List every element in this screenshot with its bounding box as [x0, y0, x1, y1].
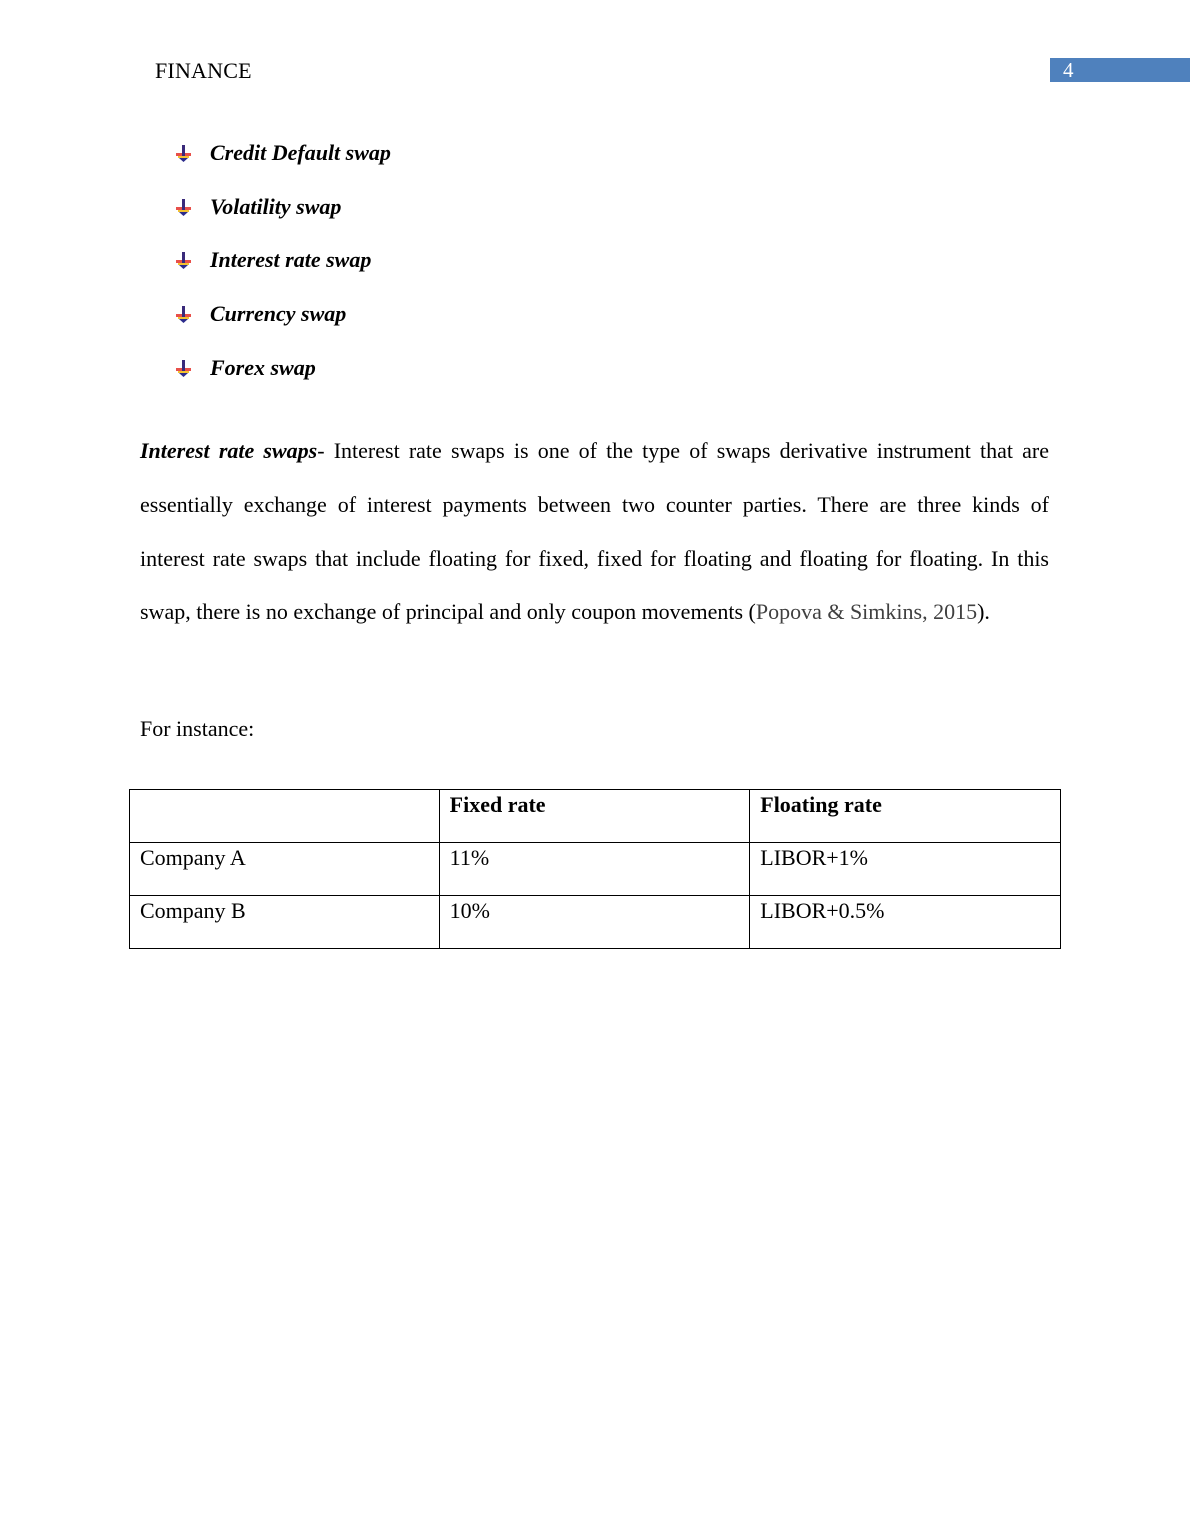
paragraph-body: - Interest rate swaps is one of the type of swaps derivative instrument that are essentially exchange of interest payments between two counter parties. There are three kinds of interest rate swaps that include floating for fixed, fixed for floating and floating for floating. In this swap, there is no exchange of principal and only coupon movements (	[140, 438, 1049, 625]
for-instance-text: For instance:	[140, 716, 255, 741]
table-cell: LIBOR+1%	[750, 843, 1061, 896]
cross-arrow-bullet-icon	[174, 198, 193, 217]
paragraph-lead-term: Interest rate swaps	[140, 438, 318, 463]
table-cell: Company B	[130, 896, 440, 949]
swap-types-list	[174, 136, 391, 404]
page-number: 4	[1063, 58, 1074, 82]
swap-rates-table	[129, 789, 1061, 949]
list-item-label: Forex swap	[210, 354, 316, 380]
table-header-cell: Floating rate	[750, 790, 1061, 843]
list-item-label: Credit Default swap	[210, 140, 391, 165]
page-number-bar	[1050, 58, 1190, 82]
cross-arrow-bullet-icon	[174, 251, 193, 270]
list-item	[174, 351, 391, 405]
list-item-label: Interest rate swap	[210, 247, 372, 273]
table-header-cell: Fixed rate	[439, 790, 750, 843]
interest-rate-swaps-paragraph	[140, 424, 1049, 639]
list-item	[174, 190, 391, 244]
table-cell: LIBOR+0.5%	[750, 896, 1061, 949]
citation: Popova & Simkins, 2015	[755, 599, 978, 625]
cross-arrow-bullet-icon	[174, 305, 193, 324]
list-item	[174, 136, 391, 190]
table-cell: 11%	[439, 843, 750, 896]
running-header-title: FINANCE	[155, 58, 252, 83]
table-row	[130, 843, 1061, 896]
table-cell: 10%	[439, 896, 750, 949]
table-cell: Company A	[130, 843, 440, 896]
cross-arrow-bullet-icon	[174, 359, 193, 378]
paragraph-close: ).	[977, 599, 990, 625]
list-item-label: Currency swap	[210, 301, 347, 327]
cross-arrow-bullet-icon	[174, 144, 193, 163]
list-item	[174, 297, 391, 351]
table-header-row	[130, 790, 1061, 843]
list-item-label: Volatility swap	[210, 193, 342, 219]
list-item	[174, 243, 391, 297]
table-header-cell	[130, 790, 440, 843]
table-row	[130, 896, 1061, 949]
